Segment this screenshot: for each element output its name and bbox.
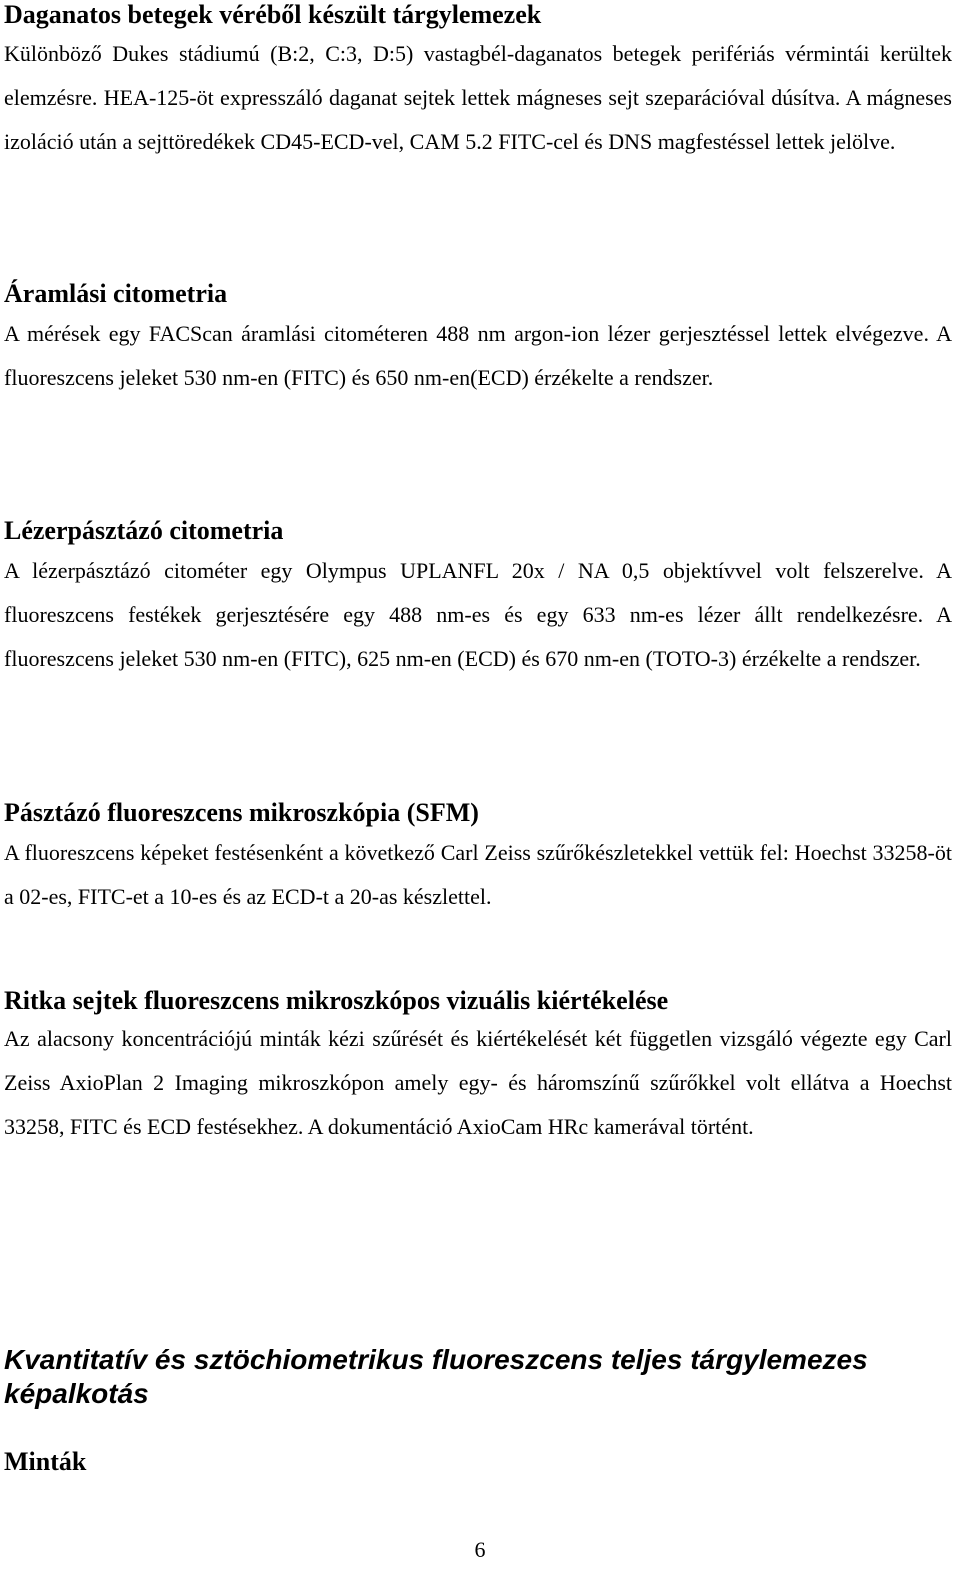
section-heading-laser-scanning-cytometry: Lézerpásztázó citometria xyxy=(4,516,284,545)
section-paragraph-laser-scanning-cytometry: A lézerpásztázó citométer egy Olympus UPLANFL 20x / NA 0,5 objektívvel volt felszerelve. A fluoreszcens festékek gerjesztésére egy 488 nm-es és egy 633 nm-es lézer állt rendelkezésre. A fluoreszcens jeleket 530 nm-en (FITC), 625 nm-en (ECD) és 670 nm-en (TOTO-3) érzékelte a rendszer. xyxy=(4,558,952,671)
section-paragraph-flow-cytometry: A mérések egy FACScan áramlási citométeren 488 nm argon-ion lézer gerjesztéssel lettek elvégezve. A fluoreszcens jeleket 530 nm-en (FITC) és 650 nm-en(ECD) érzékelte a rendszer. xyxy=(4,321,952,390)
document-page xyxy=(4,0,952,1583)
section-paragraph-slides: Különböző Dukes stádiumú (B:2, C:3, D:5) vastagbél-daganatos betegek perifériás vérmintái kerültek elemzésre. HEA-125-öt expresszáló daganat sejtek lettek mágneses sejt szeparációval dúsítva. A mágneses izoláció után a sejttöredékek CD45-ECD-vel, CAM 5.2 FITC-cel és DNS magfestéssel lettek jelölve. xyxy=(4,41,952,154)
section-heading-slides: Daganatos betegek véréből készült tárgylemezek xyxy=(4,0,542,29)
section-heading-rare-cells: Ritka sejtek fluoreszcens mikroszkópos vizuális kiértékelése xyxy=(4,986,669,1015)
section-paragraph-rare-cells: Az alacsony koncentrációjú minták kézi szűrését és kiértékelését két független vizsgáló végezte egy Carl Zeiss AxioPlan 2 Imaging mikroszkópon amely egy- és háromszínű szűrőkkel volt ellátva a Hoechst 33258, FITC és ECD festésekhez. A dokumentáció AxioCam HRc kamerával történt. xyxy=(4,1026,952,1139)
section-paragraph-sfm: A fluoreszcens képeket festésenként a következő Carl Zeiss szűrőkészletekkel vettük fel: Hoechst 33258-öt a 02-es, FITC-et a 10-es és az ECD-t a 20-as készlettel. xyxy=(4,840,952,909)
section-heading-sfm: Pásztázó fluoreszcens mikroszkópia (SFM) xyxy=(4,798,479,827)
subheading-samples: Minták xyxy=(4,1447,87,1476)
section-heading-flow-cytometry: Áramlási citometria xyxy=(4,279,228,308)
chapter-title: Kvantitatív és sztöchiometrikus fluoreszcens teljes tárgylemezes képalkotás xyxy=(4,1344,868,1409)
page-number: 6 xyxy=(474,1537,486,1562)
